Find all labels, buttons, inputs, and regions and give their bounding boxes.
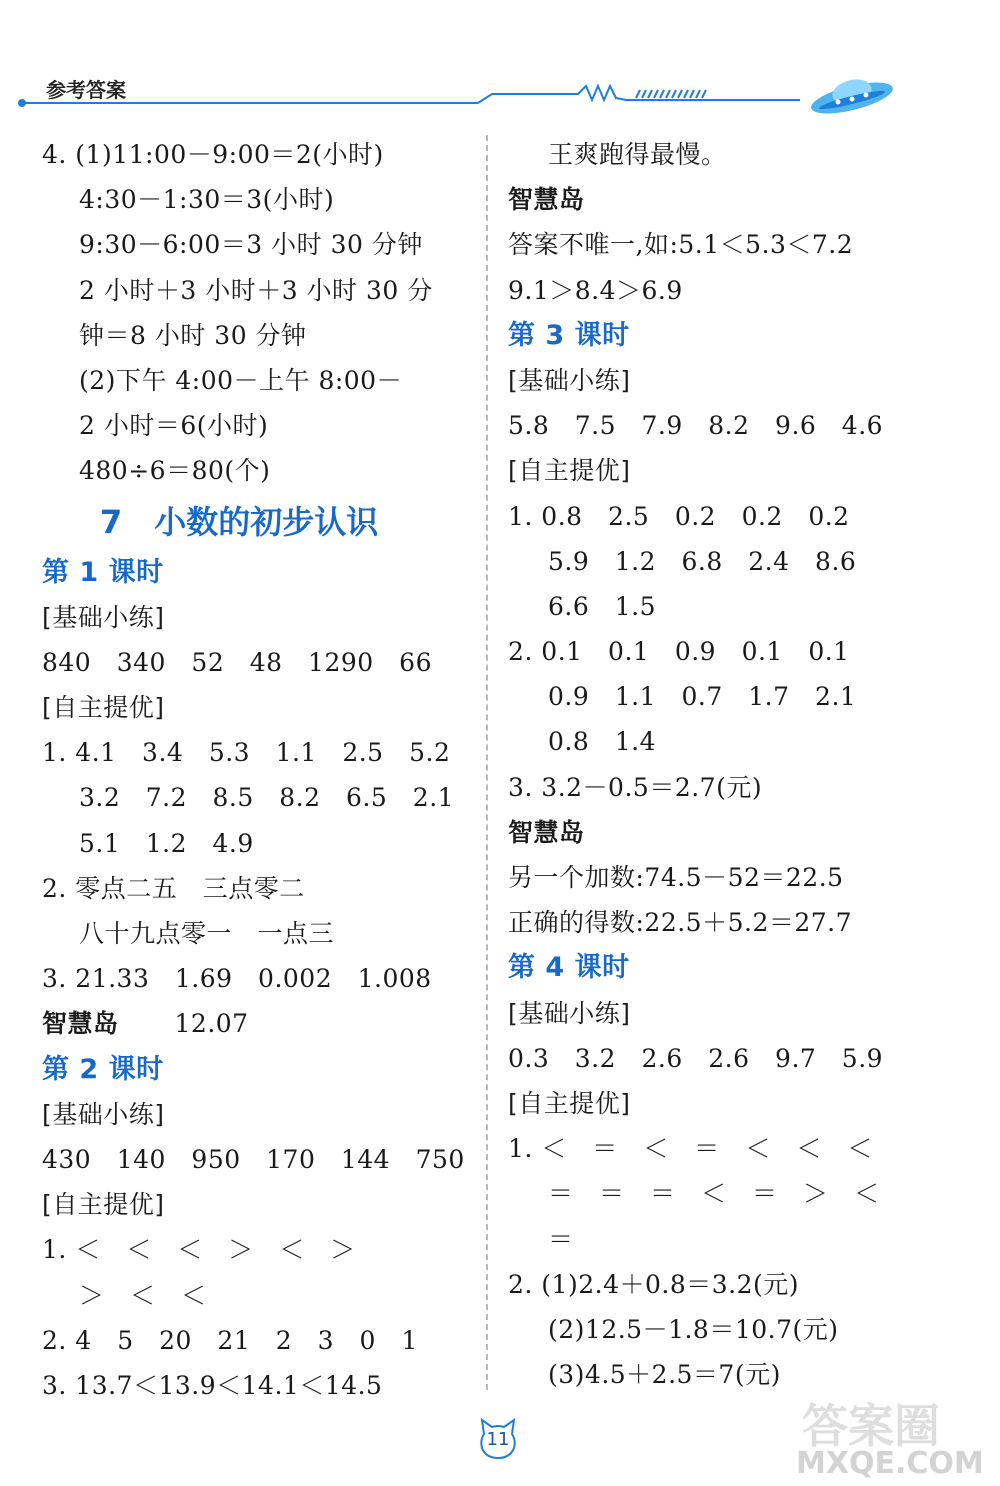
answer-line: ＝ ＝ ＝ ＜ ＝ ＞ ＜	[548, 1179, 880, 1209]
answer-line: (2)12.5－1.8＝10.7(元)	[548, 1314, 839, 1344]
section-label: [基础小练]	[508, 998, 631, 1028]
answer-line: 0.9 1.1 0.7 1.7 2.1	[548, 682, 857, 712]
section-label: [自主提优]	[42, 693, 165, 723]
header-label: 参考答案	[46, 78, 126, 102]
answer-line: 2. 0.1 0.1 0.9 0.1 0.1	[508, 637, 850, 667]
section-label: [基础小练]	[42, 602, 165, 632]
answer-line: 5.1 1.2 4.9	[79, 828, 254, 858]
wisdom-label: 智慧岛	[42, 1009, 119, 1039]
lesson-title: 第 2 课时	[42, 1053, 164, 1085]
answer-line: 1. 0.8 2.5 0.2 0.2 0.2	[508, 501, 850, 531]
answer-line: 正确的得数:22.5＋5.2＝27.7	[508, 908, 853, 938]
lesson-title: 第 4 课时	[508, 952, 630, 984]
answer-line: 王爽跑得最慢。	[548, 140, 727, 169]
wisdom-row	[42, 1001, 472, 1046]
section-label: [基础小练]	[508, 365, 631, 395]
answer-line: 3. 21.33 1.69 0.002 1.008	[42, 964, 432, 994]
answer-line: 9.1＞8.4＞6.9	[508, 275, 683, 305]
answer-line: 4. (1)11:00－9:00＝2(小时)	[42, 140, 384, 169]
section-label: [自主提优]	[42, 1190, 165, 1220]
answer-line: 2 小时＋3 小时＋3 小时 30 分	[79, 275, 433, 305]
answer-line: 6.6 1.5	[548, 591, 657, 621]
answer-line: 3.2 7.2 8.5 8.2 6.5 2.1	[79, 783, 455, 813]
chapter-title: 7 小数的初步认识	[100, 502, 379, 541]
answer-line: 八十九点零一 一点三	[79, 919, 335, 948]
answer-line: 另一个加数:74.5－52＝22.5	[508, 863, 844, 892]
answer-line: (3)4.5＋2.5＝7(元)	[548, 1360, 781, 1390]
watermark-logo-text: 答案圈	[802, 1399, 940, 1453]
section-label: [基础小练]	[42, 1099, 165, 1129]
answer-line: 2. 零点二五 三点零二	[42, 873, 305, 903]
answer-line: 480÷6＝80(个)	[79, 456, 271, 486]
answer-line: 3. 3.2－0.5＝2.7(元)	[508, 772, 763, 802]
answer-line: 4:30－1:30＝3(小时)	[79, 185, 335, 215]
answer-line: 9:30－6:00＝3 小时 30 分钟	[79, 230, 423, 260]
wisdom-answer: 12.07	[174, 1009, 249, 1039]
section-label: [自主提优]	[508, 456, 631, 486]
column-divider	[486, 135, 488, 1390]
header-decoration	[0, 60, 1000, 120]
answer-line: 0.3 3.2 2.6 2.6 9.7 5.9	[508, 1043, 884, 1073]
lesson-title: 第 3 课时	[508, 319, 630, 351]
watermark	[792, 1388, 982, 1480]
answer-line: 1. ＜ ＝ ＜ ＝ ＜ ＜ ＜	[508, 1134, 873, 1164]
answer-line: (2)下午 4:00－上午 8:00－	[79, 365, 403, 395]
answer-line: 答案不唯一,如:5.1＜5.3＜7.2	[508, 230, 854, 260]
answer-line: 5.8 7.5 7.9 8.2 9.6 4.6	[508, 411, 884, 441]
answer-line: 2 小时＝6(小时)	[79, 411, 269, 441]
answer-line: 钟＝8 小时 30 分钟	[79, 320, 307, 350]
answer-line: 2. (1)2.4＋0.8＝3.2(元)	[508, 1269, 799, 1299]
watermark-url: MXQE.COM	[796, 1446, 984, 1481]
wisdom-label: 智慧岛	[508, 185, 585, 215]
page-number-badge	[478, 1418, 518, 1460]
answer-line: 0.8 1.4	[548, 727, 657, 757]
ufo-icon	[808, 76, 895, 120]
section-label: [自主提优]	[508, 1088, 631, 1118]
answer-line: 1. 4.1 3.4 5.3 1.1 2.5 5.2	[42, 738, 451, 768]
answer-line: ＝	[548, 1224, 574, 1254]
wisdom-label: 智慧岛	[508, 817, 585, 847]
answer-line: 840 340 52 48 1290 66	[42, 647, 432, 677]
left-column	[42, 132, 472, 1408]
answer-line: 430 140 950 170 144 750	[42, 1144, 465, 1174]
answer-line: ＞ ＜ ＜	[79, 1280, 207, 1310]
answer-line: 3. 13.7＜13.9＜14.1＜14.5	[42, 1370, 383, 1400]
right-column	[508, 132, 948, 1397]
answer-line: 5.9 1.2 6.8 2.4 8.6	[548, 546, 857, 576]
answer-line: 1. ＜ ＜ ＜ ＞ ＜ ＞	[42, 1235, 356, 1265]
answer-line: 2. 4 5 20 21 2 3 0 1	[42, 1325, 418, 1355]
lesson-title: 第 1 课时	[42, 556, 164, 588]
page-number: 11	[486, 1429, 510, 1450]
